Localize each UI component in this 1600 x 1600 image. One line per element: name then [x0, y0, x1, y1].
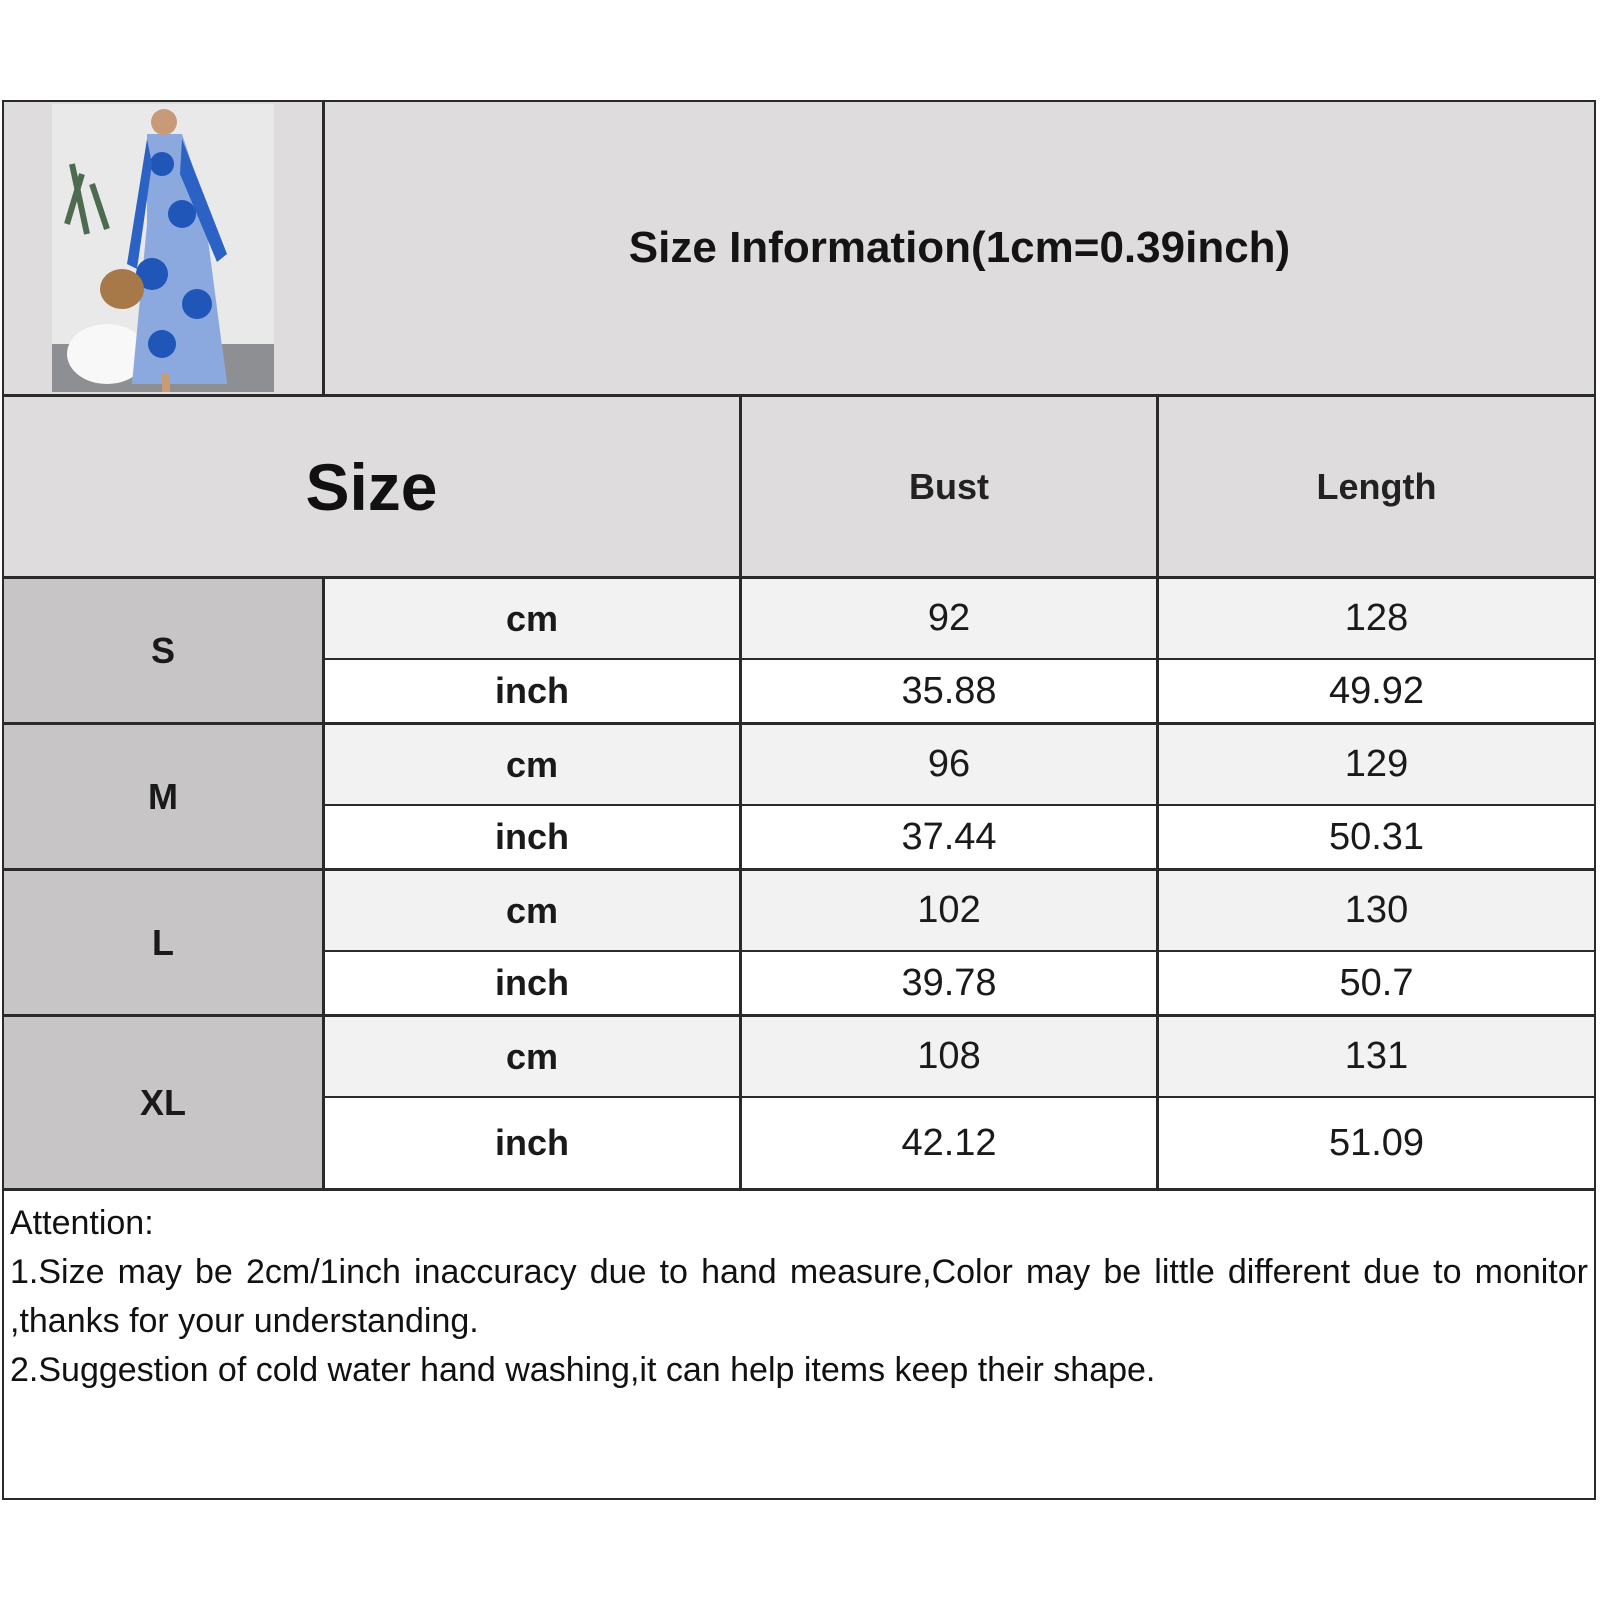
length-value: 50.7: [1339, 961, 1414, 1004]
length-header: Length: [1316, 465, 1437, 507]
bust-value: 37.44: [901, 815, 997, 858]
size-chart: [2, 100, 1596, 1500]
product-photo: [52, 104, 274, 392]
size-label: S: [150, 629, 175, 671]
unit-cell: [322, 804, 739, 868]
size-label: M: [148, 775, 178, 817]
unit-label: cm: [505, 1035, 559, 1077]
unit-label: inch: [494, 962, 569, 1003]
size-label-cell: [4, 1014, 322, 1188]
bust-cell: [739, 868, 1156, 950]
unit-cell: [322, 950, 739, 1014]
bust-value: 35.88: [901, 669, 997, 712]
bust-cell: [739, 722, 1156, 804]
page-title: Size Information(1cm=0.39inch): [628, 223, 1291, 272]
unit-cell: [322, 1014, 739, 1096]
unit-cell: [322, 576, 739, 658]
attention-notes: [4, 1188, 1594, 1498]
length-value: 131: [1344, 1035, 1409, 1077]
unit-label: cm: [505, 597, 559, 639]
bust-value: 102: [917, 889, 981, 931]
bust-header-cell: [739, 394, 1156, 576]
unit-cell: [322, 868, 739, 950]
notes-heading: Attention:: [10, 1204, 154, 1242]
bust-value: 96: [927, 743, 971, 785]
length-cell: [1156, 722, 1594, 804]
unit-cell: [322, 1096, 739, 1188]
size-label: L: [152, 921, 174, 963]
bust-cell: [739, 1096, 1156, 1188]
bust-cell: [739, 1014, 1156, 1096]
notes-line-1: 1.Size may be 2cm/1inch inaccuracy due to hand measure,Color may be little different due to monitor ,thanks for your understanding.: [10, 1253, 1588, 1340]
size-label-cell: [4, 576, 322, 722]
notes-line-2: 2.Suggestion of cold water hand washing,it can help items keep their shape.: [10, 1351, 1156, 1389]
size-label-cell: [4, 868, 322, 1014]
bust-value: 108: [917, 1035, 981, 1077]
title-cell: [322, 102, 1594, 394]
length-cell: [1156, 658, 1594, 722]
unit-cell: [322, 658, 739, 722]
length-value: 128: [1344, 597, 1409, 639]
length-cell: [1156, 576, 1594, 658]
bust-value: 39.78: [901, 961, 997, 1004]
length-value: 129: [1344, 743, 1409, 785]
bust-header: Bust: [909, 465, 989, 507]
length-value: 51.09: [1328, 1121, 1425, 1164]
length-cell: [1156, 1014, 1594, 1096]
unit-label: inch: [494, 1122, 569, 1163]
length-value: 130: [1344, 889, 1409, 931]
size-header: Size: [305, 449, 438, 524]
length-value: 50.31: [1328, 815, 1425, 858]
length-cell: [1156, 804, 1594, 868]
bust-cell: [739, 576, 1156, 658]
size-label: XL: [139, 1081, 186, 1123]
unit-label: cm: [505, 889, 559, 931]
length-cell: [1156, 1096, 1594, 1188]
size-label-cell: [4, 722, 322, 868]
length-cell: [1156, 868, 1594, 950]
bust-cell: [739, 950, 1156, 1014]
length-cell: [1156, 950, 1594, 1014]
length-value: 49.92: [1328, 669, 1425, 712]
length-header-cell: [1156, 394, 1594, 576]
unit-label: inch: [494, 816, 569, 857]
bust-value: 42.12: [901, 1121, 997, 1164]
unit-label: inch: [494, 670, 569, 711]
size-header-cell: [4, 394, 739, 576]
product-image-cell: [4, 102, 322, 394]
unit-label: cm: [505, 743, 559, 785]
bust-cell: [739, 658, 1156, 722]
bust-value: 92: [927, 597, 971, 639]
bust-cell: [739, 804, 1156, 868]
unit-cell: [322, 722, 739, 804]
